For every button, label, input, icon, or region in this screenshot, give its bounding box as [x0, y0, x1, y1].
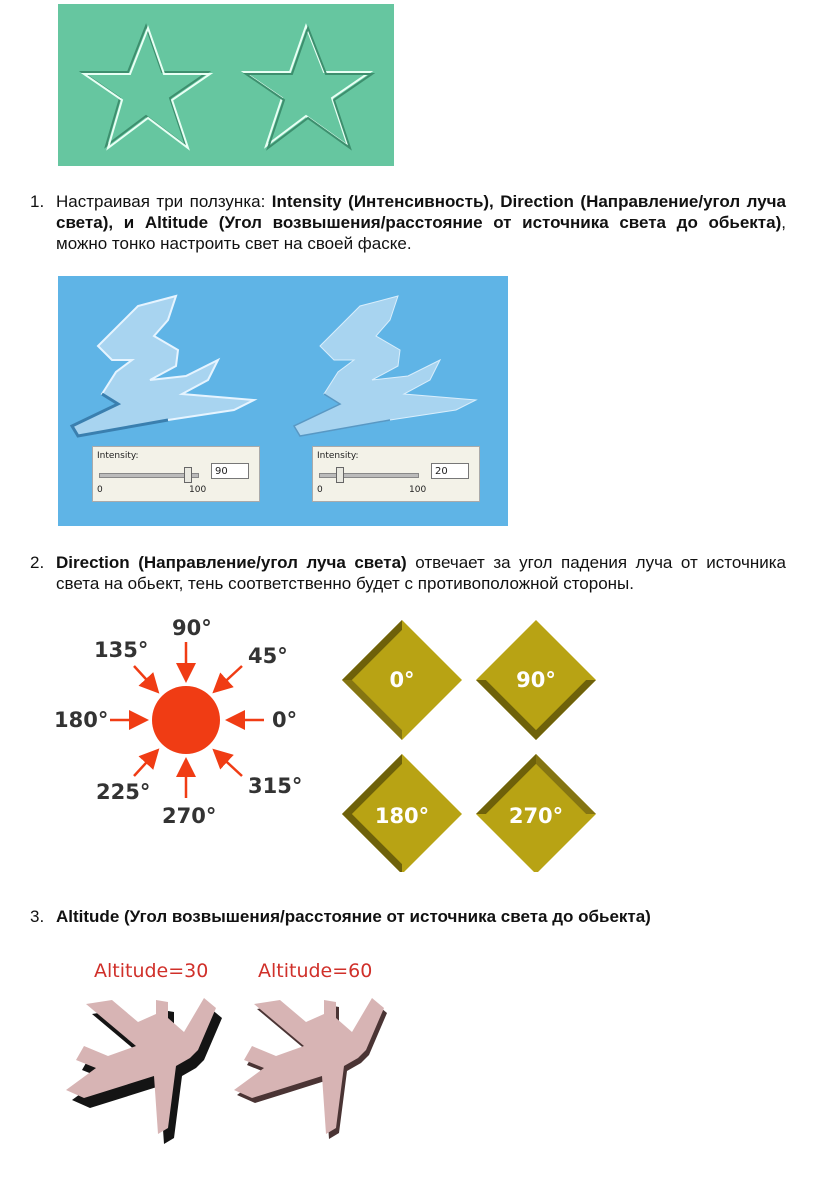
list-number: 1.	[30, 192, 45, 211]
direction-225-label: 225°	[96, 780, 151, 804]
list-item-2: 2. Direction (Направление/угол луча света) отвечает за угол падения луча от источника света на обьект, тень соответственно будет с противоположной стороны.	[30, 553, 786, 593]
list-number: 2.	[30, 553, 45, 572]
altitude-image	[56, 958, 396, 1154]
intensity-thumb[interactable]	[184, 467, 192, 483]
direction-135-label: 135°	[94, 638, 149, 662]
diamond-label: 180°	[374, 804, 430, 828]
intensity-image	[58, 276, 508, 526]
intensity-label: Intensity:	[317, 451, 359, 461]
slider-min: 0	[317, 485, 323, 495]
intensity-thumb[interactable]	[336, 467, 344, 483]
list-number: 3.	[30, 907, 45, 926]
intensity-panel-1	[92, 446, 260, 502]
intensity-panel-2	[312, 446, 480, 502]
diamond-label: 90°	[516, 668, 556, 692]
list-item-3: 3. Altitude (Угол возвышения/расстояние от источника света до обьекта)	[30, 907, 651, 926]
airplane-icon	[234, 998, 387, 1139]
slider-min: 0	[97, 485, 103, 495]
intensity-value-input[interactable]: 90	[211, 463, 249, 479]
sun-icon	[152, 686, 220, 754]
intensity-label: Intensity:	[97, 451, 139, 461]
diamond-label: 0°	[389, 668, 415, 692]
direction-diagram	[50, 614, 320, 834]
direction-315-label: 315°	[248, 774, 303, 798]
direction-diamonds	[340, 618, 600, 872]
intensity-value-input[interactable]: 20	[431, 463, 469, 479]
altitude-60-label: Altitude=60	[258, 960, 373, 982]
altitude-30-label: Altitude=30	[94, 960, 209, 982]
intensity-track[interactable]	[319, 473, 419, 478]
direction-45-label: 45°	[248, 644, 288, 668]
direction-90-label: 90°	[172, 616, 212, 640]
stars-image	[58, 4, 394, 166]
direction-270-label: 270°	[162, 804, 217, 828]
diamond-label: 270°	[508, 804, 564, 828]
slider-max: 100	[189, 485, 207, 495]
slider-max: 100	[409, 485, 427, 495]
direction-0-label: 0°	[272, 708, 298, 732]
list-item-1: 1. Настраивая три ползунка: Intensity (Интенсивность), Direction (Направление/угол луча света), и Altitude (Угол возвышения/расстояние от источника света до обьекта), можно тонко настроить свет на своей фаске.	[30, 192, 786, 253]
airplane-icon	[66, 998, 222, 1144]
direction-180-label: 180°	[54, 708, 109, 732]
